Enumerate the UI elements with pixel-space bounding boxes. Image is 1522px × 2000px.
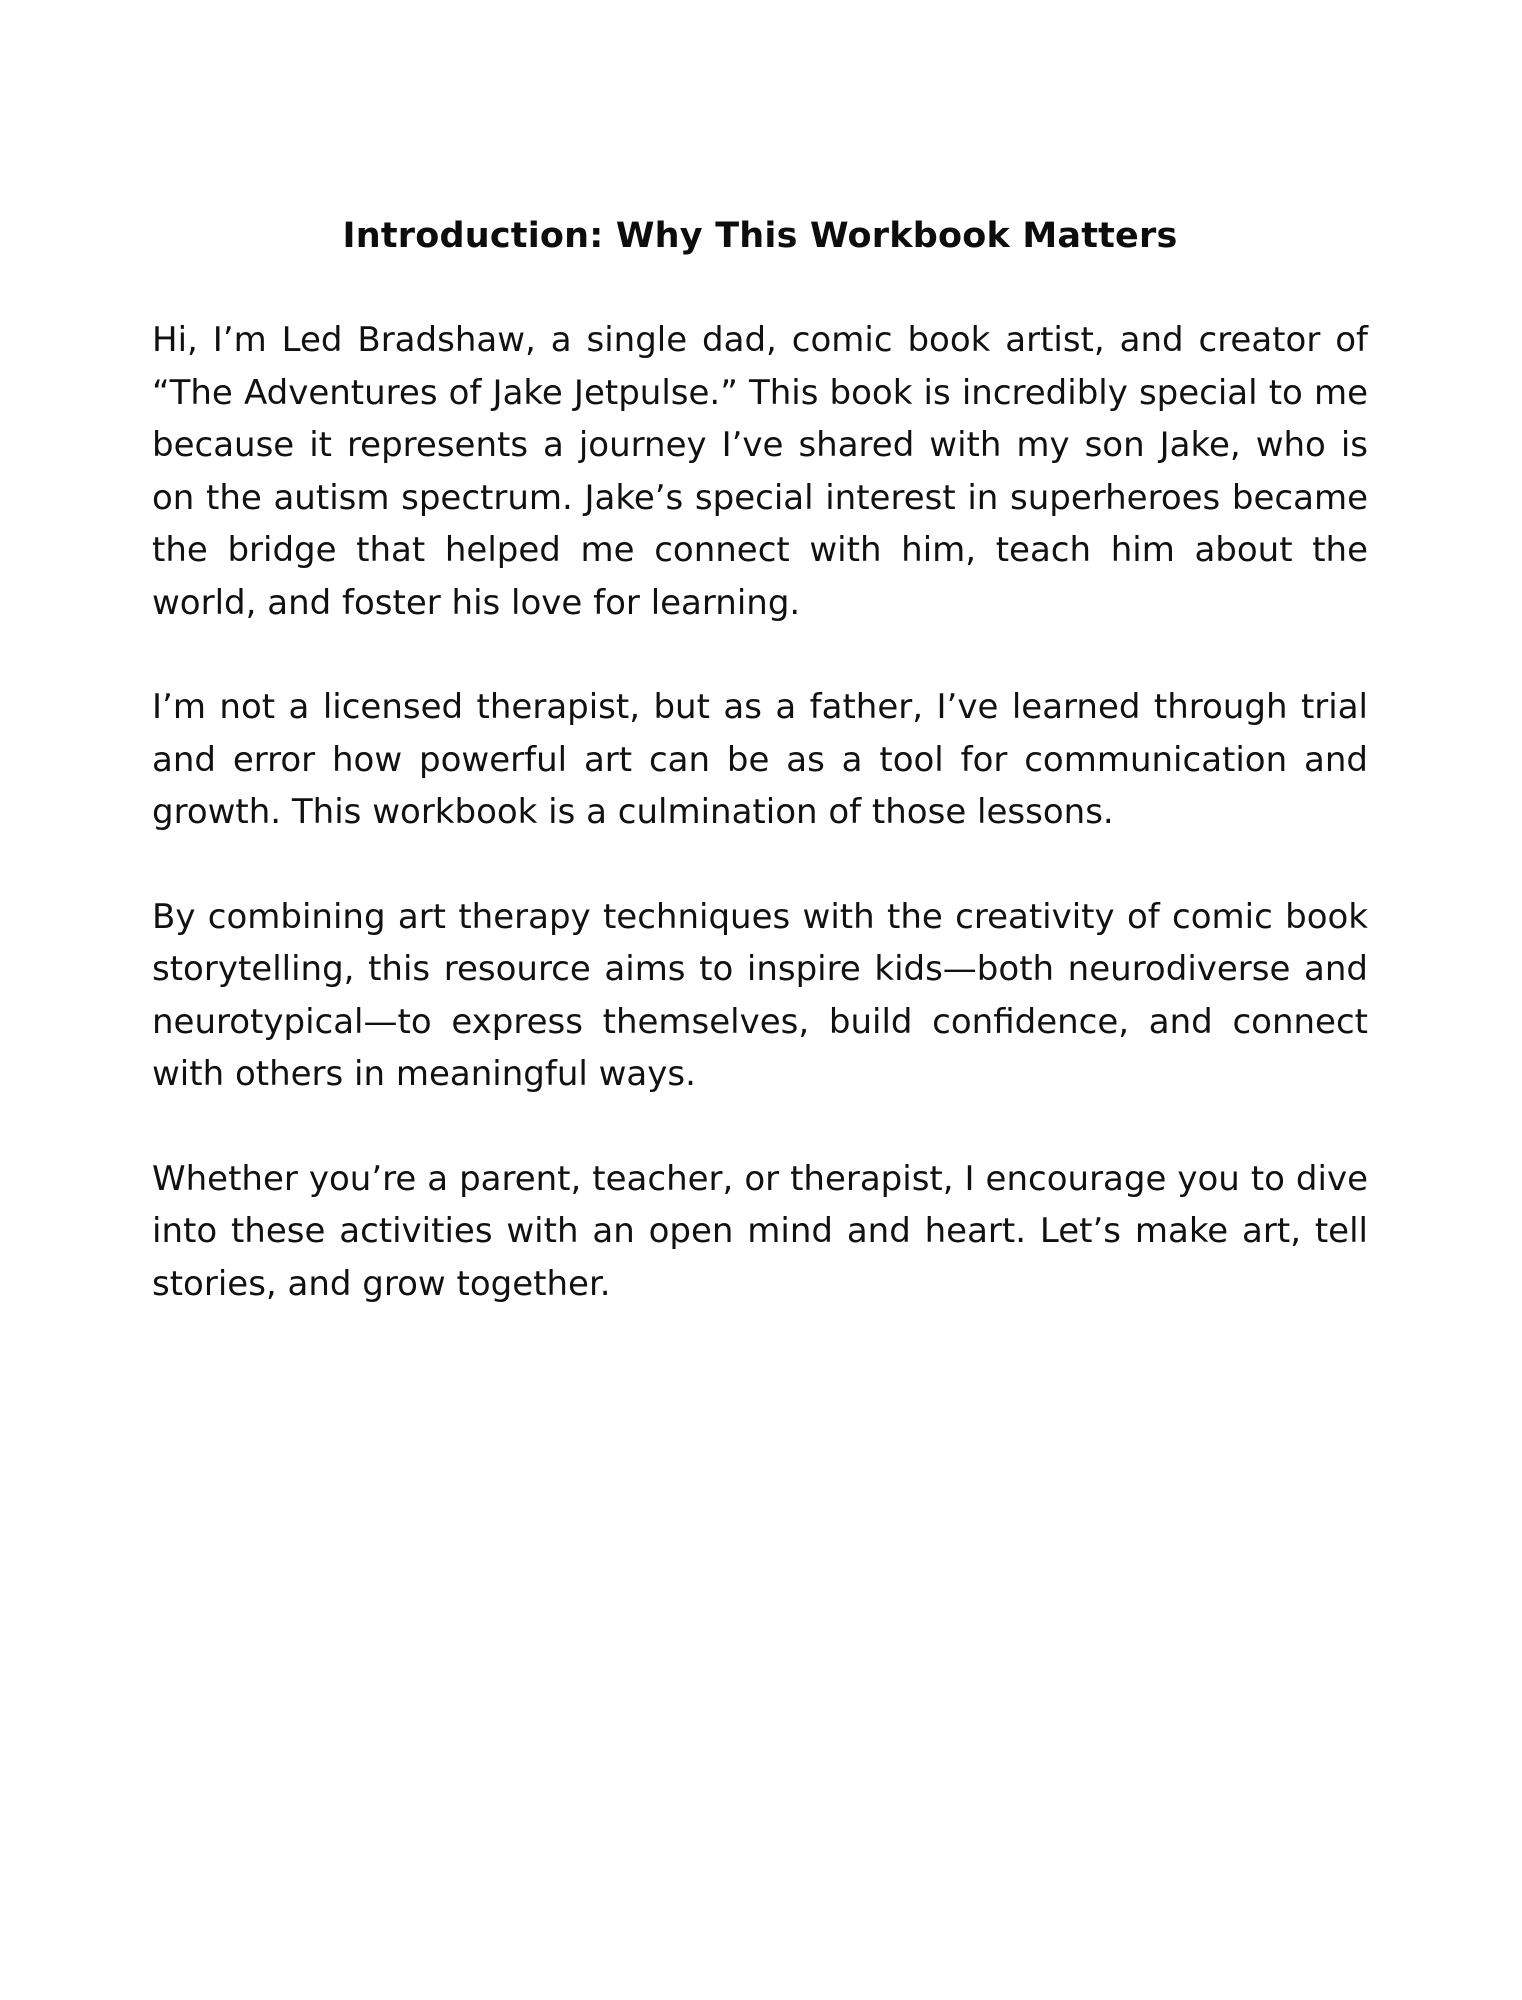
- intro-paragraph: Hi, I’m Led Bradshaw, a single dad, comic book artist, and creator of “The Adventures of Jake Jetpulse.” This book is incredibly special to me because it represents a journey I’ve shared with my son Jake, who is on the autism spectrum. Jake’s special interest in superheroes became the bridge that helped me connect with him, teach him about the world, and foster his love for learning.: [152, 320, 1368, 623]
- therapist-paragraph: I’m not a licensed therapist, but as a father, I’ve learned through trial and error how powerful art can be as a tool for communication and growth. This workbook is a culmination of those lessons.: [152, 687, 1368, 832]
- purpose-paragraph: By combining art therapy techniques with the creativity of comic book storytelling, this resource aims to inspire kids—both neurodiverse and neurotypical—to express themselves, build confidence, and connect with others in meaningful ways.: [152, 896, 1368, 1094]
- document-content: [152, 210, 1368, 1310]
- encouragement-paragraph: Whether you’re a parent, teacher, or therapist, I encourage you to dive into these activities with an open mind and heart. Let’s make art, tell stories, and grow together.: [152, 1158, 1368, 1304]
- page-title: Introduction: Why This Workbook Matters: [342, 216, 1178, 256]
